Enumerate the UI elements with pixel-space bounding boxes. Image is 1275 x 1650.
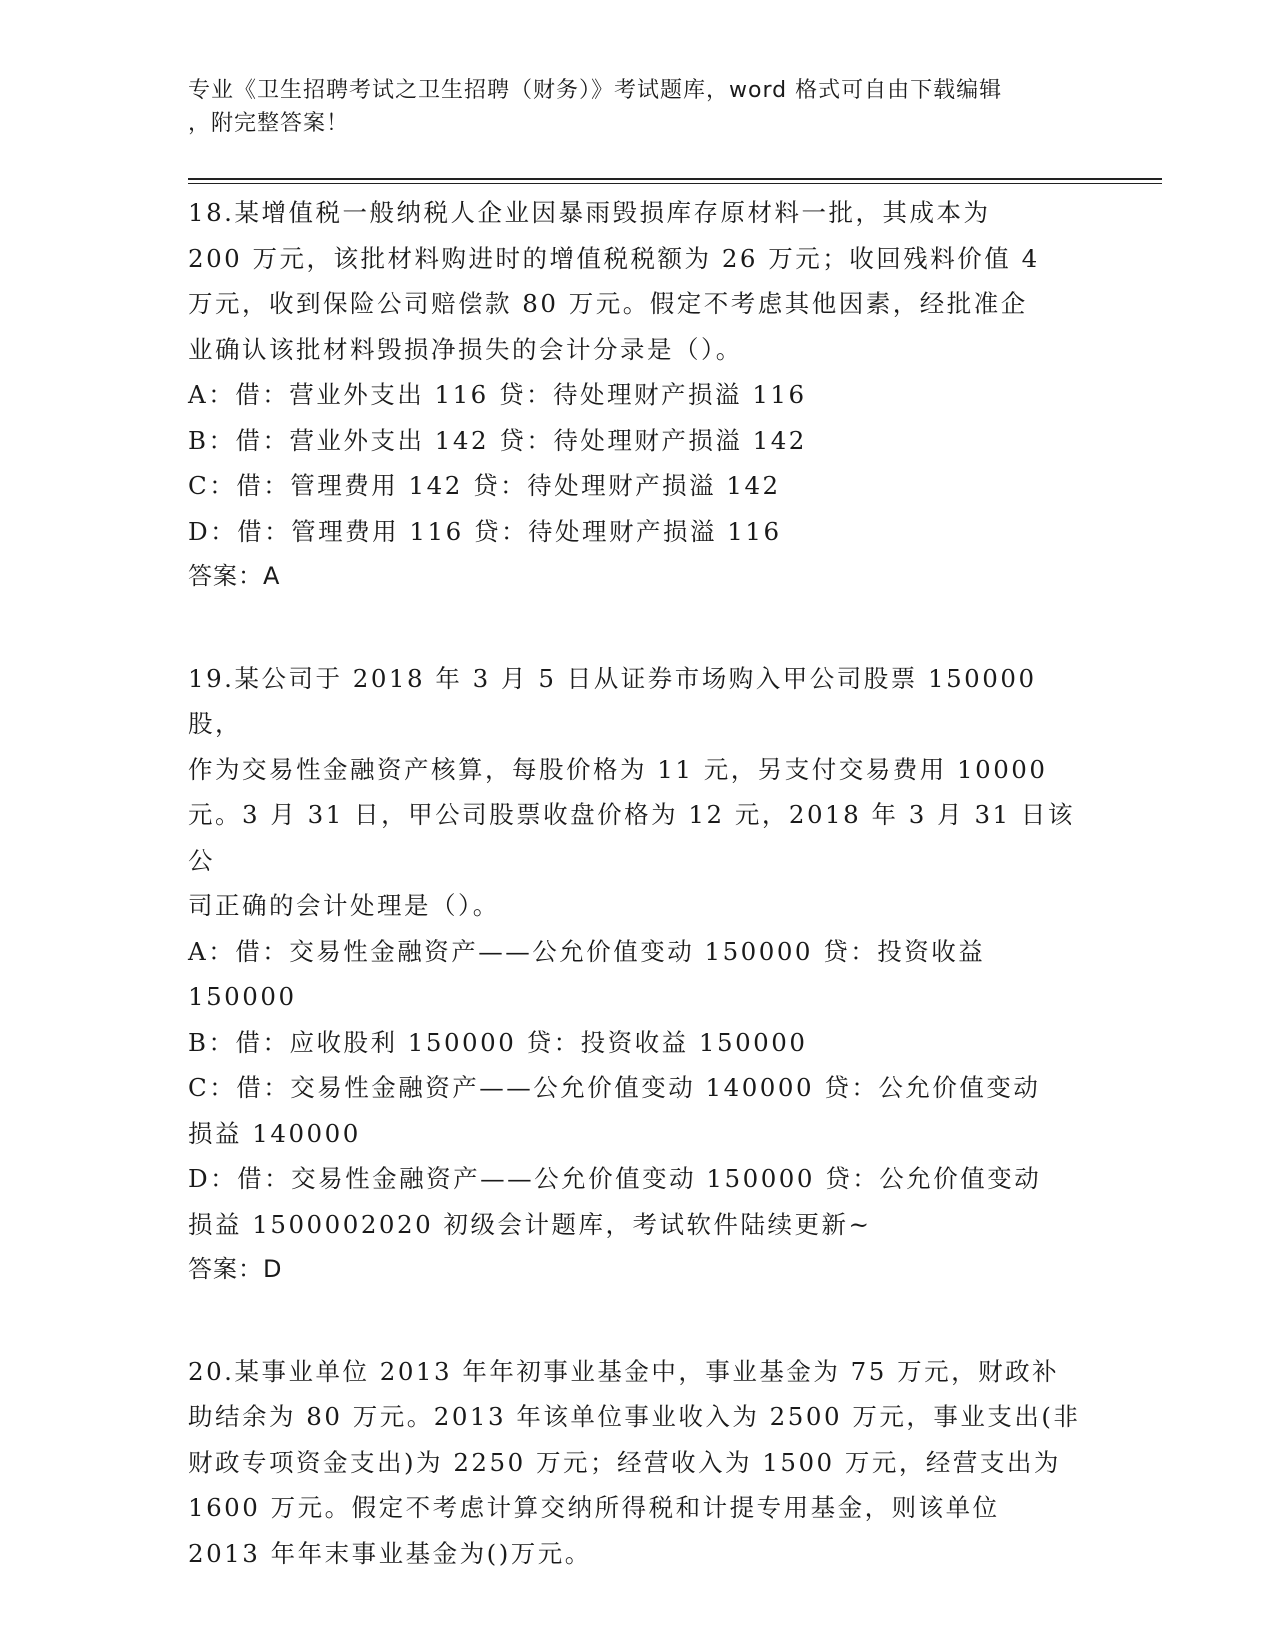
option-line: D：借：交易性金融资产——公允价值变动 150000 贷：公允价值变动 [188, 1164, 1042, 1193]
option-b [188, 418, 1088, 464]
option-b [188, 1020, 1088, 1066]
option-c [188, 463, 1088, 509]
option-line: A：借：营业外支出 116 贷：待处理财产损溢 116 [188, 380, 807, 409]
stem-line: 2013 年年末事业基金为()万元。 [188, 1538, 592, 1568]
option-a [188, 372, 1088, 418]
document-header [188, 74, 1088, 140]
header-line-1: 专业《卫生招聘考试之卫生招聘（财务）》考试题库，word 格式可自由下载编辑 [188, 78, 1003, 103]
stem-line: 万元，收到保险公司赔偿款 80 万元。假定不考虑其他因素，经批准企 [188, 289, 1028, 318]
option-line: 150000 [188, 982, 297, 1011]
option-line: B：借：应收股利 150000 贷：投资收益 150000 [188, 1027, 808, 1057]
answer-line: 答案：A [188, 562, 281, 590]
stem-line: 作为交易性金融资产核算，每股价格为 11 元，另支付交易费用 10000 [188, 754, 1048, 784]
option-line: 损益 1500002020 初级会计题库，考试软件陆续更新~ [188, 1209, 872, 1239]
spacer [188, 600, 1088, 656]
header-rule-thick [188, 178, 1162, 180]
question-stem [188, 1349, 1088, 1577]
question-19 [188, 656, 1088, 1293]
option-line: C：借：交易性金融资产——公允价值变动 140000 贷：公允价值变动 [188, 1073, 1041, 1102]
stem-line: 财政专项资金支出)为 2250 万元；经营收入为 1500 万元，经营支出为 [188, 1447, 1061, 1477]
option-line: A：借：交易性金融资产——公允价值变动 150000 贷：投资收益 [188, 936, 986, 966]
stem-line: 业确认该批材料毁损净损失的会计分录是（）。 [188, 334, 743, 364]
stem-line: 18.某增值税一般纳税人企业因暴雨毁损库存原材料一批，其成本为 [188, 198, 991, 227]
question-stem [188, 190, 1088, 372]
stem-line: 20.某事业单位 2013 年年初事业基金中，事业基金为 75 万元，财政补 [188, 1356, 1060, 1386]
stem-line: 司正确的会计处理是（）。 [188, 891, 500, 920]
question-stem [188, 656, 1088, 929]
stem-line: 200 万元，该批材料购进时的增值税税额为 26 万元；收回残料价值 4 [188, 243, 1040, 273]
spacer [188, 1293, 1088, 1349]
option-line: B：借：营业外支出 142 贷：待处理财产损溢 142 [188, 425, 807, 455]
option-a [188, 929, 1088, 1020]
option-c [188, 1065, 1088, 1156]
header-rule-thin [188, 183, 1162, 184]
question-20 [188, 1349, 1088, 1577]
option-line: D：借：管理费用 116 贷：待处理财产损溢 116 [188, 516, 782, 546]
answer-line: 答案：D [188, 1255, 283, 1283]
option-d [188, 1156, 1088, 1247]
option-line: 损益 140000 [188, 1118, 361, 1148]
option-line: C：借：管理费用 142 贷：待处理财产损溢 142 [188, 471, 781, 500]
stem-line: 助结余为 80 万元。2013 年该单位事业收入为 2500 万元，事业支出(非 [188, 1402, 1081, 1431]
stem-line: 1600 万元。假定不考虑计算交纳所得税和计提专用基金，则该单位 [188, 1493, 1000, 1522]
stem-line: 19.某公司于 2018 年 3 月 5 日从证券市场购入甲公司股票 150000 股， [188, 663, 1037, 738]
header-line-2: ，附完整答案！ [188, 111, 350, 136]
question-list [188, 190, 1088, 1576]
stem-line: 元。3 月 31 日，甲公司股票收盘价格为 12 元，2018 年 3 月 31 日该公 [188, 800, 1075, 875]
option-d [188, 509, 1088, 555]
question-18 [188, 190, 1088, 600]
